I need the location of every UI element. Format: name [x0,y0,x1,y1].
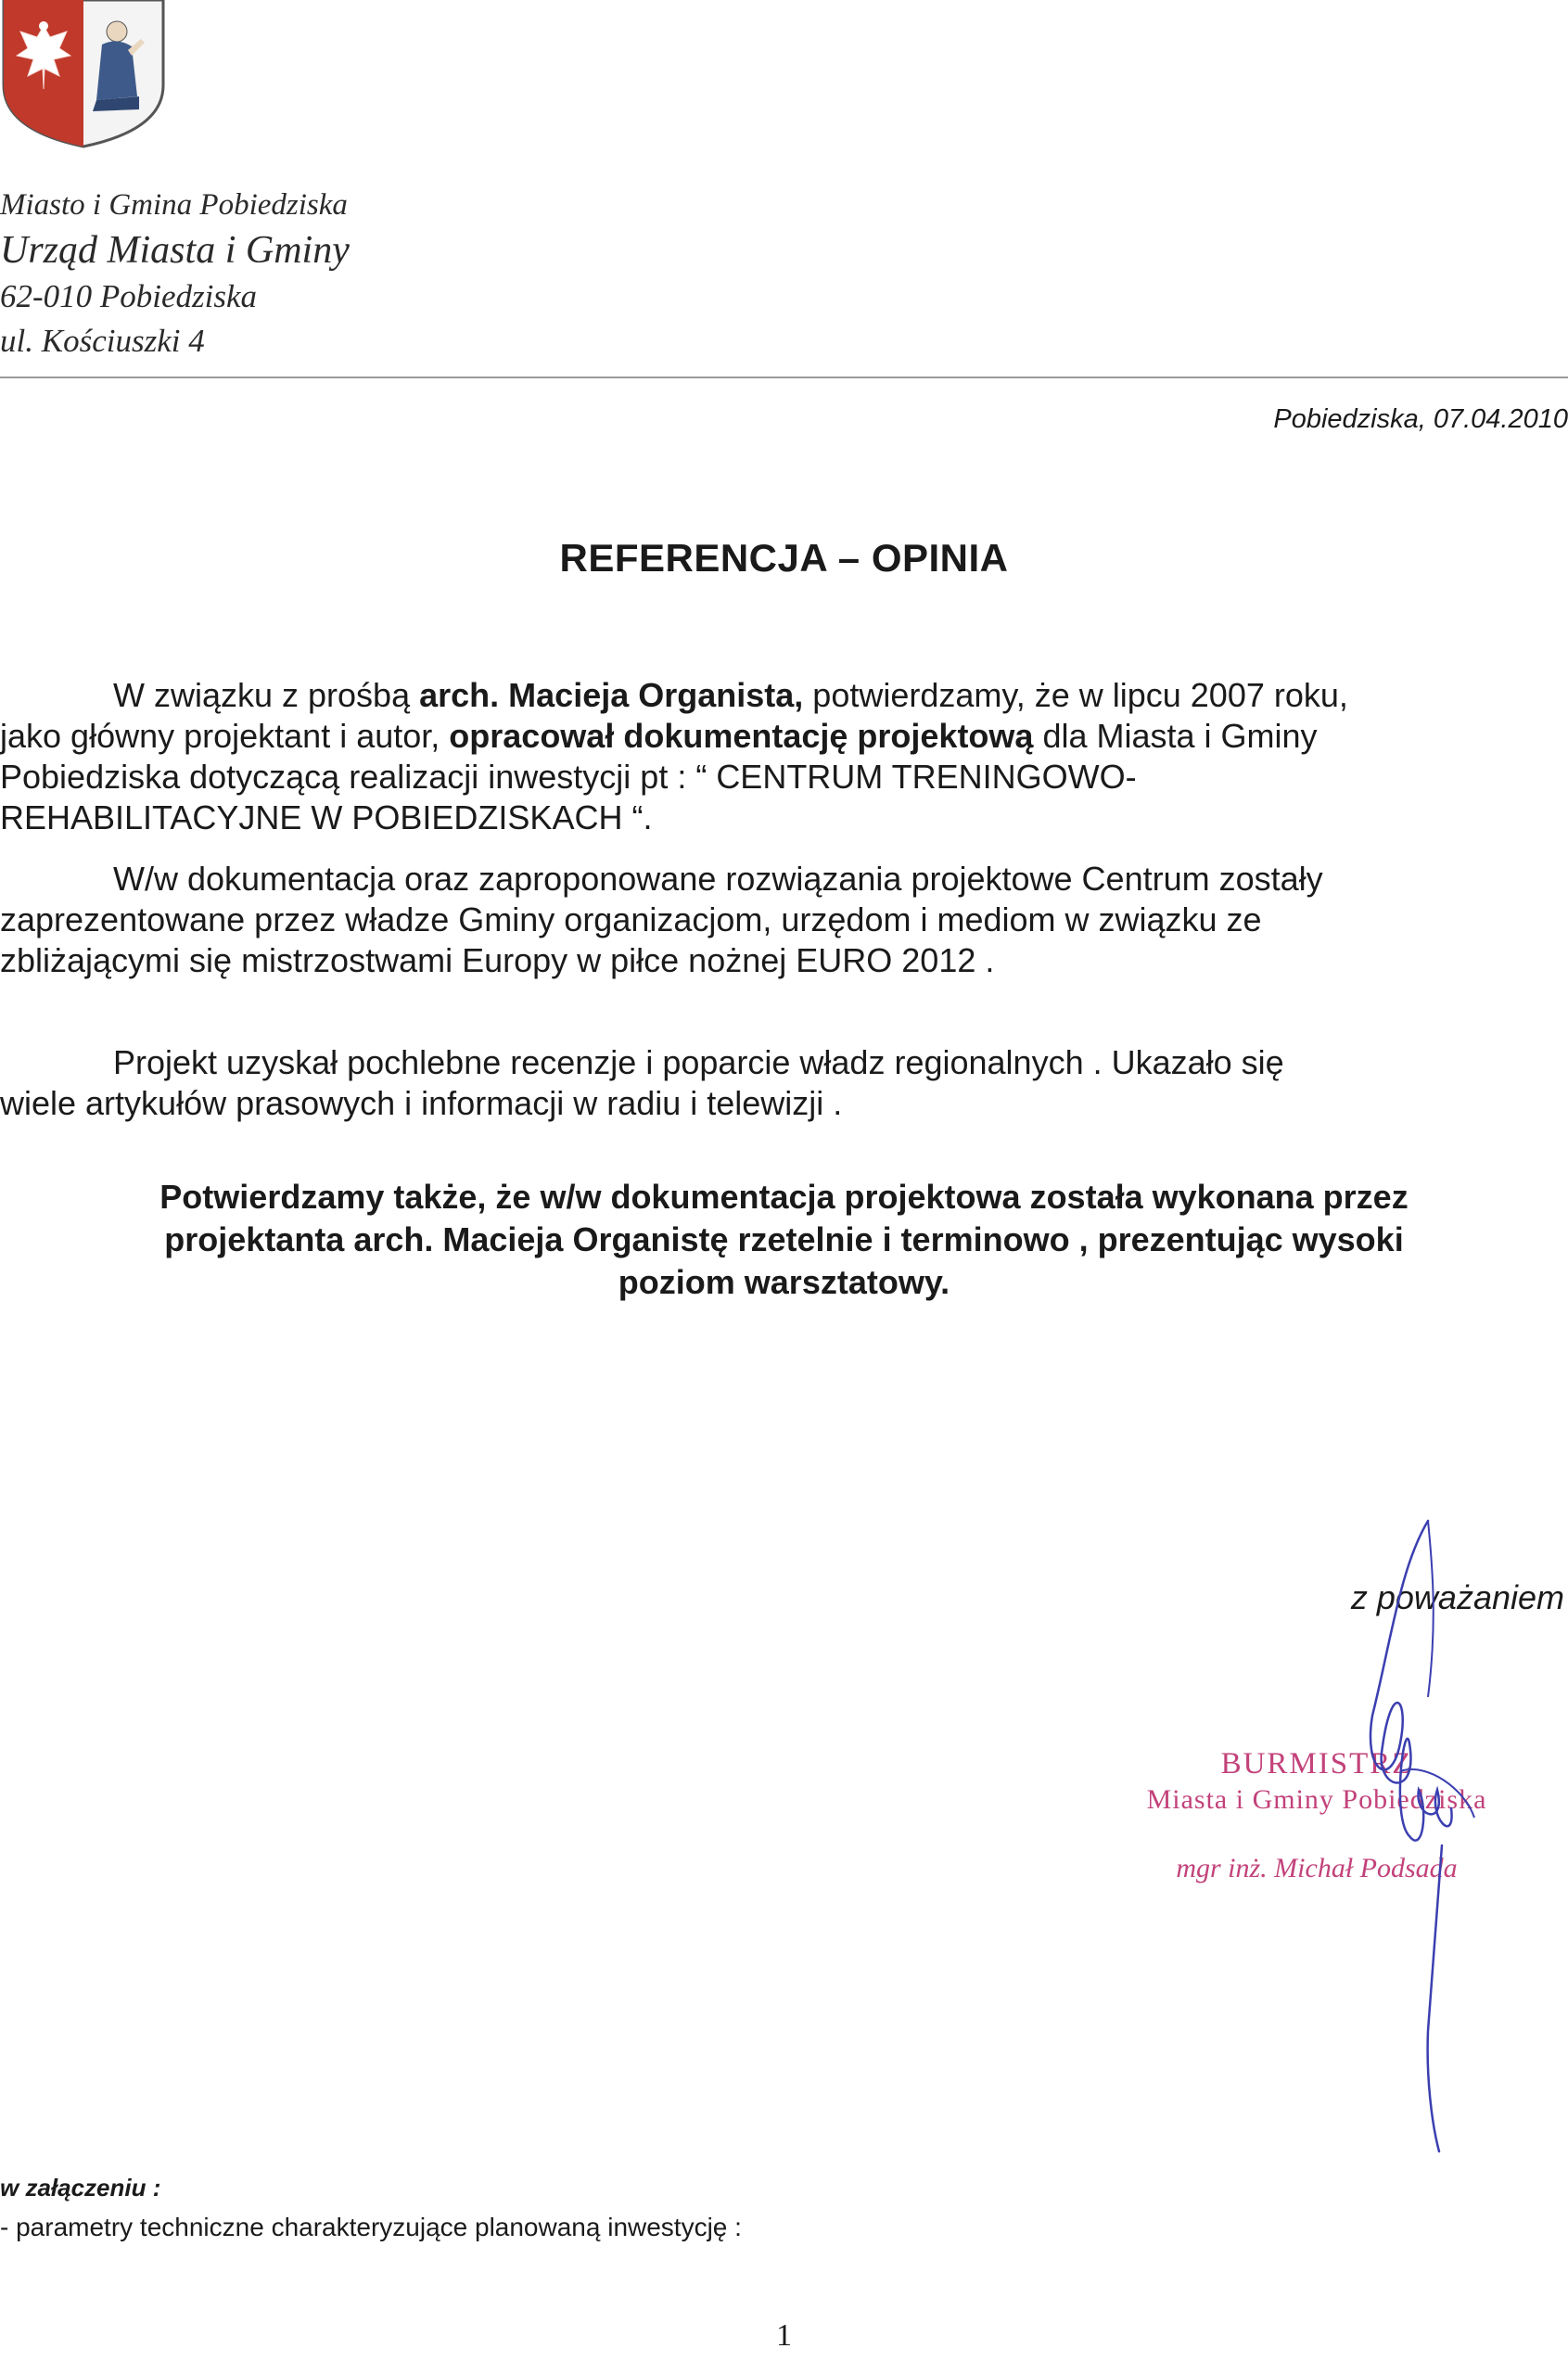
text-segment: dla Miasta i Gminy [1033,717,1318,755]
emphasis-text: opracował dokumentację projektową [449,717,1034,755]
letterhead-office: Urząd Miasta i Gminy [0,229,350,272]
stamp-office: Miasta i Gminy Pobiedziska [1146,1784,1487,1815]
letterhead-street: ul. Kościuszki 4 [0,323,205,359]
paragraph-3-line-1: Projekt uzyskał pochlebne recenzje i poparcie władz regionalnych . Ukazało się [113,1043,1284,1081]
paragraph-3 [0,1042,1568,1124]
closing-line-1: Potwierdzamy także, że w/w dokumentacja projektowa została wykonana przez [159,1178,1409,1216]
coat-of-arms-icon [0,0,167,148]
letterhead-municipality: Miasto i Gmina Pobiedziska [0,188,348,222]
paragraph-2-line-2: zaprezentowane przez władze Gminy organizacjom, urzędom i mediom w związku ze [0,900,1262,938]
text-segment: W związku z prośbą [113,676,420,714]
attachments-item: - parametry techniczne charakteryzujące planowaną inwestycję : [0,2213,742,2241]
salutation: z poważaniem [1350,1578,1564,1616]
letterhead-postal-code: 62-010 Pobiedziska [0,278,258,314]
text-segment: jako główny projektant i autor, [0,717,450,755]
paragraph-3-line-2: wiele artykułów prasowych i informacji w radiu i telewizji . [0,1084,843,1122]
paragraph-2-line-1: W/w dokumentacja oraz zaproponowane rozwiązania projektowe Centrum zostały [113,860,1323,898]
paragraph-2-line-3: zbliżającymi się mistrzostwami Europy w piłce nożnej EURO 2012 . [0,941,995,979]
attachments-label: w załączeniu : [0,2174,161,2202]
letterhead [0,184,350,364]
text-segment: potwierdzamy, że w lipcu 2007 roku, [803,676,1348,714]
paragraph-1 [0,675,1568,838]
header-divider [0,377,1568,378]
document-title: REFERENCJA – OPINIA [559,536,1009,580]
stamp-signatory: mgr inż. Michał Podsada [1176,1853,1458,1883]
closing-line-2: projektanta arch. Macieja Organistę rzetelnie i terminowo , prezentując wysoki [164,1220,1404,1258]
architect-name: arch. Macieja Organista, [419,676,804,714]
place-and-date: Pobiedziska, 07.04.2010 [1273,404,1568,434]
closing-line-3: poziom warsztatowy. [618,1263,950,1301]
closing-statement [0,1176,1568,1304]
paragraph-1-line-4: REHABILITACYJNE W POBIEDZISKACH “. [0,798,653,836]
paragraph-1-line-3: Pobiedziska dotyczącą realizacji inwestycji pt : “ CENTRUM TRENINGOWO- [0,758,1137,796]
paragraph-2 [0,859,1568,981]
paragraph-1-line-1 [0,675,1568,716]
page-number: 1 [776,2318,792,2353]
handwritten-signature-icon [1335,1512,1521,2161]
stamp-title: BURMISTRZ [1220,1747,1413,1780]
paragraph-1-line-2 [0,716,1568,757]
